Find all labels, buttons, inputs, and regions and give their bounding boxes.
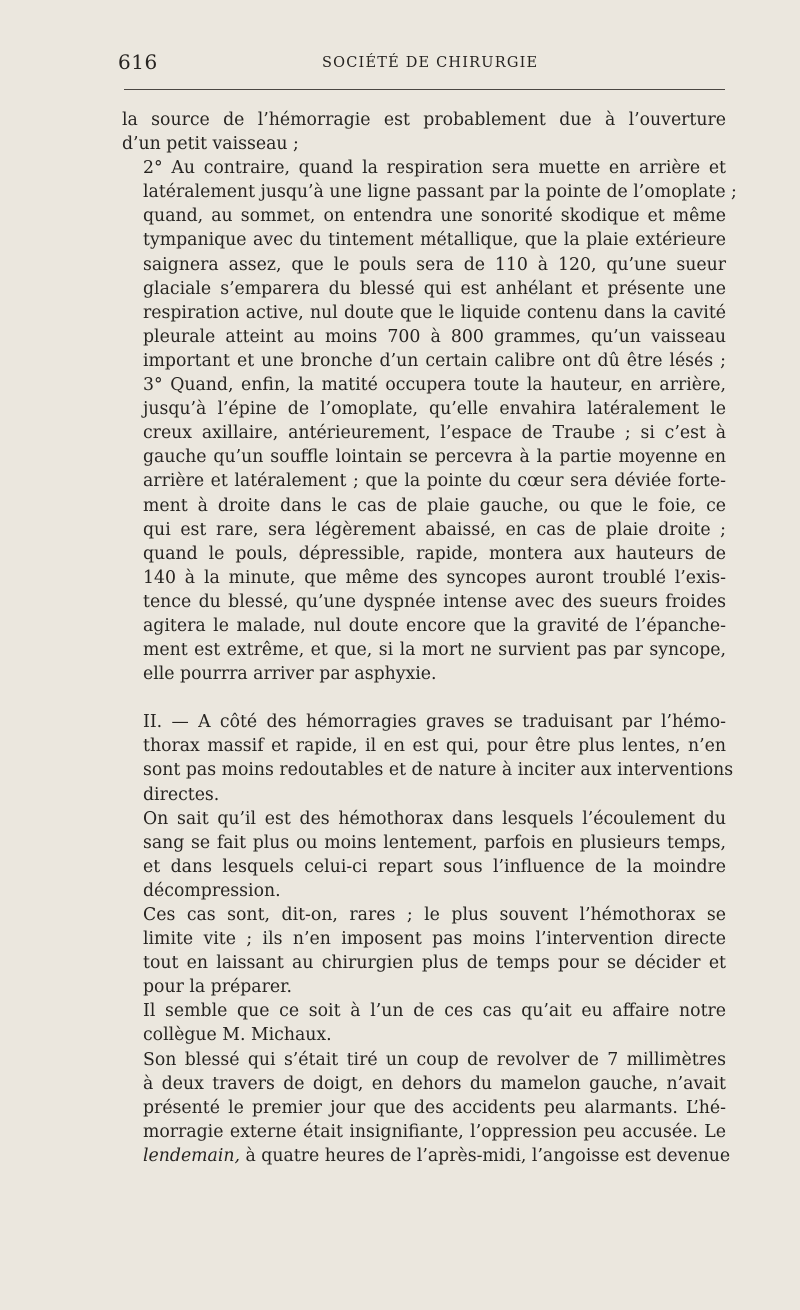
text-line: et dans lesquels celui-ci repart sous l’influence de la moindre — [143, 856, 726, 877]
text-line: ment à droite dans le cas de plaie gauche, ou que le foie, ce — [143, 495, 726, 516]
text-line: d’un petit vaisseau ; — [122, 134, 299, 155]
text-line: gauche qu’un souffle lointain se percevra à la partie moyenne en — [143, 447, 726, 468]
text-line: la source de l’hémorragie est probablement due à l’ouverture — [122, 110, 726, 130]
paragraph-4 — [122, 710, 734, 806]
text-line: tympanique avec du tintement métallique, que la plaie extérieure — [143, 230, 726, 251]
text-line: ment est extrême, et que, si la mort ne survient pas par syncope, — [143, 640, 726, 661]
text-line: Ces cas sont, dit-on, rares ; le plus souvent l’hémothorax se — [143, 905, 726, 925]
text-line: Il semble que ce soit à l’un de ces cas qu’ait eu affaire notre — [143, 1001, 726, 1022]
text-line: morragie externe était insignifiante, l’oppression peu accusée. Le — [143, 1121, 726, 1142]
text-line: glaciale s’emparera du blessé qui est anhélant et présente une — [143, 278, 726, 299]
text-line: décompression. — [143, 880, 281, 901]
text-line: 140 à la minute, que même des syncopes auront troublé l’exis- — [143, 567, 726, 588]
page-header — [0, 50, 800, 80]
text-line: thorax massif et rapide, il en est qui, pour être plus lentes, n’en — [143, 736, 726, 757]
paragraph-5 — [122, 807, 726, 903]
text-line: 2° Au contraire, quand la respiration sera muette en arrière et — [143, 158, 726, 179]
text-line: limite vite ; ils n’en imposent pas moins l’intervention directe — [143, 929, 726, 950]
text-line: quand le pouls, dépressible, rapide, montera aux hauteurs de — [143, 543, 726, 564]
text-line: arrière et latéralement ; que la pointe du cœur sera déviée forte- — [143, 471, 726, 492]
text-line-with-italic — [122, 1144, 731, 1168]
text-line: important et une bronche d’un certain calibre ont dû être lésés ; — [143, 350, 726, 371]
text-line: Son blessé qui s’était tiré un coup de revolver de 7 millimètres — [143, 1049, 726, 1070]
body-text — [122, 108, 737, 1168]
text-line: à deux travers de doigt, en dehors du mamelon gauche, n’avait — [143, 1073, 726, 1094]
paragraph-8 — [122, 1048, 731, 1168]
text-line: directes. — [143, 784, 220, 805]
running-title: SOCIÉTÉ DE CHIRURGIE — [322, 55, 539, 71]
text-line: tout en laissant au chirurgien plus de temps pour se décider et — [143, 953, 726, 974]
text-line: présenté le premier jour que des accidents peu alarmants. L’hé- — [143, 1097, 726, 1118]
text-line: pour la préparer. — [143, 977, 292, 998]
text-line: creux axillaire, antérieurement, l’espace de Traube ; si c’est à — [143, 423, 726, 444]
text-line: quand, au sommet, on entendra une sonorité skodique et même — [143, 206, 726, 227]
text-line: sont pas moins redoutables et de nature à inciter aux interventions — [143, 760, 734, 781]
italic-word: lendemain, — [143, 1145, 241, 1166]
text-line: elle pourrra arriver par asphyxie. — [143, 664, 437, 685]
text-line: agitera le malade, nul doute encore que la gravité de l’épanche- — [143, 615, 726, 636]
paragraph-2 — [122, 156, 737, 373]
paragraph-7 — [122, 999, 726, 1047]
text-line: pleurale atteint au moins 700 à 800 grammes, qu’un vaisseau — [143, 326, 726, 347]
header-rule — [124, 89, 725, 90]
text-line: respiration active, nul doute que le liquide contenu dans la cavité — [143, 302, 726, 323]
text-line: 3° Quand, enfin, la matité occupera toute la hauteur, en arrière, — [143, 375, 726, 396]
text-line: II. — A côté des hémorragies graves se traduisant par l’hémo- — [143, 712, 726, 733]
text-line: On sait qu’il est des hémothorax dans lesquels l’écoulement du — [143, 808, 726, 829]
line-remainder: à quatre heures de l’après-midi, l’angoisse est devenue — [240, 1145, 731, 1166]
text-line: latéralement jusqu’à une ligne passant par la pointe de l’omoplate ; — [143, 182, 737, 203]
text-line: jusqu’à l’épine de l’omoplate, qu’elle envahira latéralement le — [143, 399, 726, 420]
text-line: tence du blessé, qu’une dyspnée intense avec des sueurs froides — [143, 591, 726, 612]
text-line: sang se fait plus ou moins lentement, parfois en plusieurs temps, — [143, 832, 726, 853]
paragraph-1 — [122, 108, 726, 156]
paragraph-6 — [122, 903, 726, 999]
page-number: 616 — [118, 50, 158, 74]
text-line: qui est rare, sera légèrement abaissé, en cas de plaie droite ; — [143, 519, 726, 540]
text-line: collègue M. Michaux. — [143, 1025, 332, 1046]
text-line: saignera assez, que le pouls sera de 110 à 120, qu’une sueur — [143, 254, 726, 275]
paragraph-3 — [122, 373, 726, 686]
